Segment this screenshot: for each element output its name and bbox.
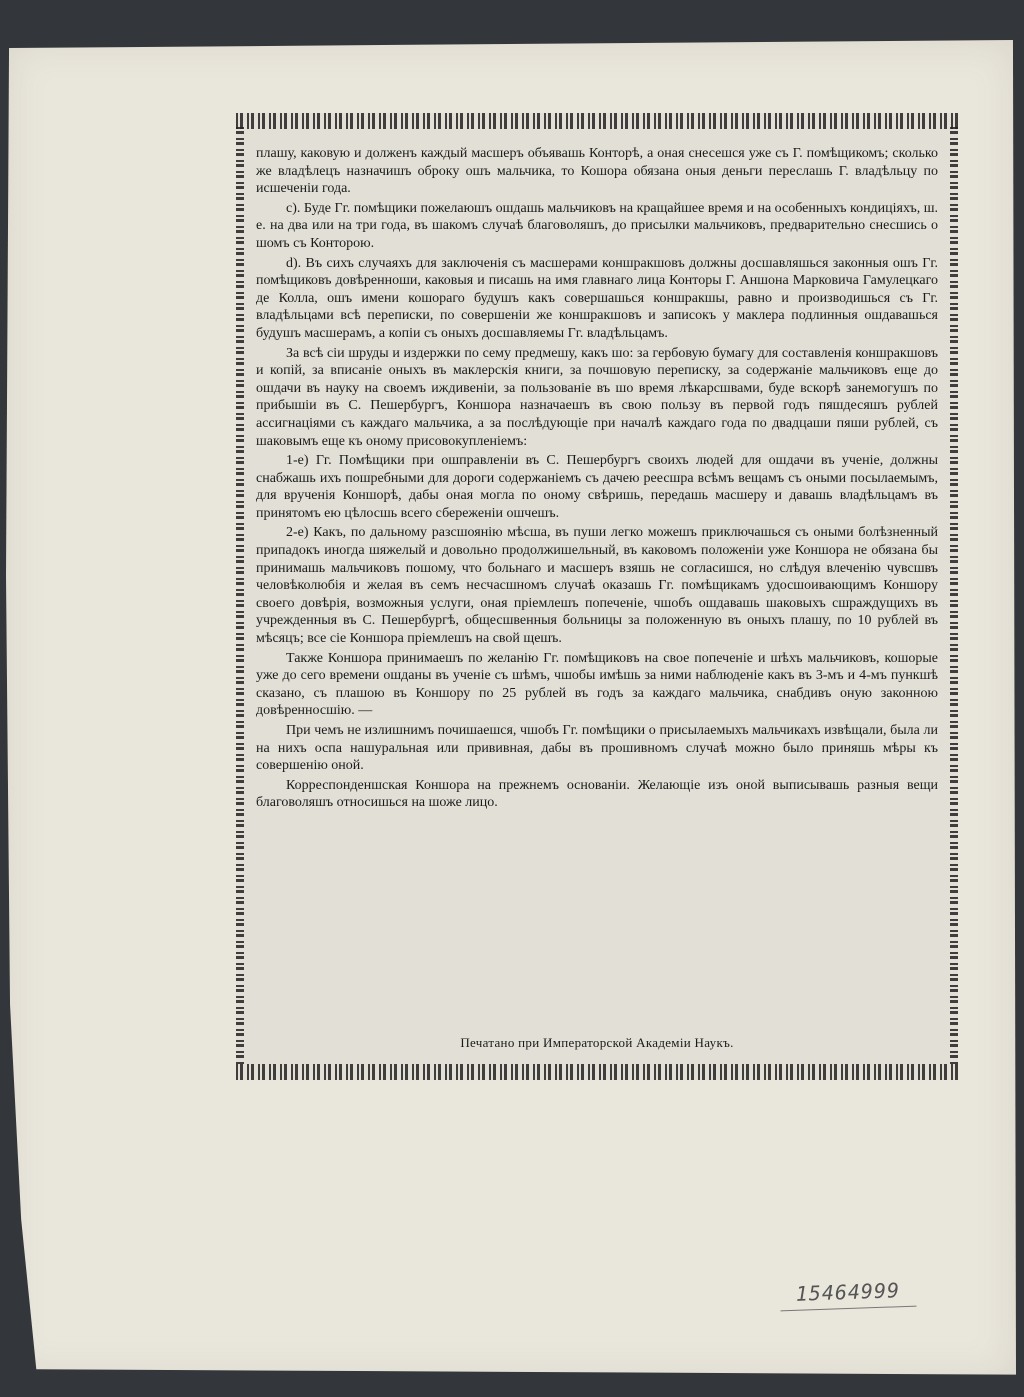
ornamental-border-bottom [236,1064,958,1080]
paragraph: 1-е) Гг. Помѣщики при ошправленіи въ С. Пешербургъ своихъ людей для ошдачи въ ученіе, должны снабжашь ихъ пошребными для дороги содержаніемъ съ дачею реесшра всѣмъ вещамъ съ оными посылаемымъ, для врученія Коншорѣ, дабы оная могла по оному свѣришь, передашь масшеру и давашь владѣльцамъ въ принятомъ ею цѣлосшь всего сбереженіи ошчешъ. [256,453,938,521]
printer-imprint: Печатано при Императорской Академіи Наукъ. [460,1035,734,1050]
ornamental-border-left [236,127,244,1066]
paragraph: Корреспонденшская Коншора на прежнемъ основаніи. Желающіе изъ оной выписывашь разныя вещи благоволяшъ относишься на шоже лицо. [256,777,938,811]
printed-frame [236,113,958,1080]
paragraph: 2-е) Какъ, по дальному разсшоянію мѣсша, въ пуши легко можешъ приключашься съ оными болѣзненный припадокъ иногда шяжелый и довольно продолжишельный, въ каковомъ положеніи уже Коншора не обязана бы принимашь мальчиковъ пошому, что больнаго и масшеръ взяшь не согласишся, но слѣдуя влеченію чувсшвъ человѣколюбія и желая въ семъ несчасшномъ случаѣ оказашь Гг. помѣщикамъ удосшоивающимъ Коншору своего довѣрія, возможныя услуги, оная пріемлешъ попеченіе, чшобъ ошдавашь шаковыхъ сшраждущихъ въ учрежденныя въ С. Пешербургѣ, общесшвенныя больницы за положенную въ оныхъ плашу, по 10 рублей въ мѣсяцъ; все сіе Коншора пріемлешъ на свой щешъ. [256,525,938,647]
handwritten-inventory-number: 15464999 [780,1278,917,1312]
paragraph: При чемъ не излишнимъ почишаешся, чшобъ Гг. помѣщики о присылаемыхъ мальчикахъ извѣщали, была ли на нихъ оспа нашуральная или прививная, дабы въ прошивномъ случаѣ можно было приняшь мѣры къ совершенію оной. [256,723,938,774]
ornamental-border-right [950,127,958,1066]
paragraph: плашу, каковую и долженъ каждый масшеръ объявашь Конторѣ, а оная снесешся уже съ Г. помѣщикомъ; сколько же владѣлецъ назначишъ оброку ошъ мальчика, то Кошора обязана оныя деньги переслашь Г. владѣльцу по исшеченіи года. [256,146,938,197]
paragraph: d). Въ сихъ случаяхъ для заключенія съ масшерами коншракшовъ должны досшавляшься законныя ошъ Гг. помѣщиковъ довѣренноши, каковыя и писашь на имя главнаго лица Конторы Г. Аншона Марковича Гамулецкаго де Колла, ошъ имени кошораго будушъ какъ совершашься коншракшы, равно и производишься съ Гг. владѣльцами всѣ переписки, по совершеніи же коншракшовъ и записокъ у маклера подлинныя ошдавашься будушъ масшерамъ, а копіи съ оныхъ досшавляемы Гг. владѣльцамъ. [256,255,938,341]
paragraph: За всѣ сіи шруды и издержки по сему предмешу, какъ шо: за гербовую бумагу для составленія коншракшовъ и копій, за вписаніе оныхъ въ маклерскія книги, за почшовую переписку, за содержаніе мальчиковъ еще до ошдачи въ науку на своемъ иждивеніи, за пользованіе въ шо время лѣкарсшвами, буде вскорѣ занемогушъ по прибышіи въ С. Пешербургъ, Коншора назначаешъ въ свою пользу въ первой годъ пяшдесяшъ рублей ассигнаціями съ каждаго мальчика, а за послѣдующіе при началѣ каждаго года по двадцаши пяши рублей, съ шаковымъ еще къ оному присовокупленіемъ: [256,345,938,449]
paragraph: Также Коншора принимаешъ по желанію Гг. помѣщиковъ на свое попеченіе и шѣхъ мальчиковъ, кошорые уже до сего времени ошданы въ ученіе съ шѣмъ, чшобы имѣшь за ними наблюденіе какъ въ 3-мъ и 4-мъ пункшѣ сказано, съ плашою въ Коншору по 25 рублей въ годъ за каждаго мальчика, снабдивъ оную законною довѣренносшію. — [256,650,938,719]
ornamental-border-top [236,113,958,129]
paragraph: c). Буде Гг. помѣщики пожелаюшъ ошдашь мальчиковъ на кращайшее время и на особенныхъ кондиціяхъ, ш. е. на два или на три года, въ шакомъ случаѣ благоволяшъ, до присылки мальчиковъ, предварительно снесшись о шомъ съ Конторою. [256,200,938,251]
document-body [256,145,938,814]
